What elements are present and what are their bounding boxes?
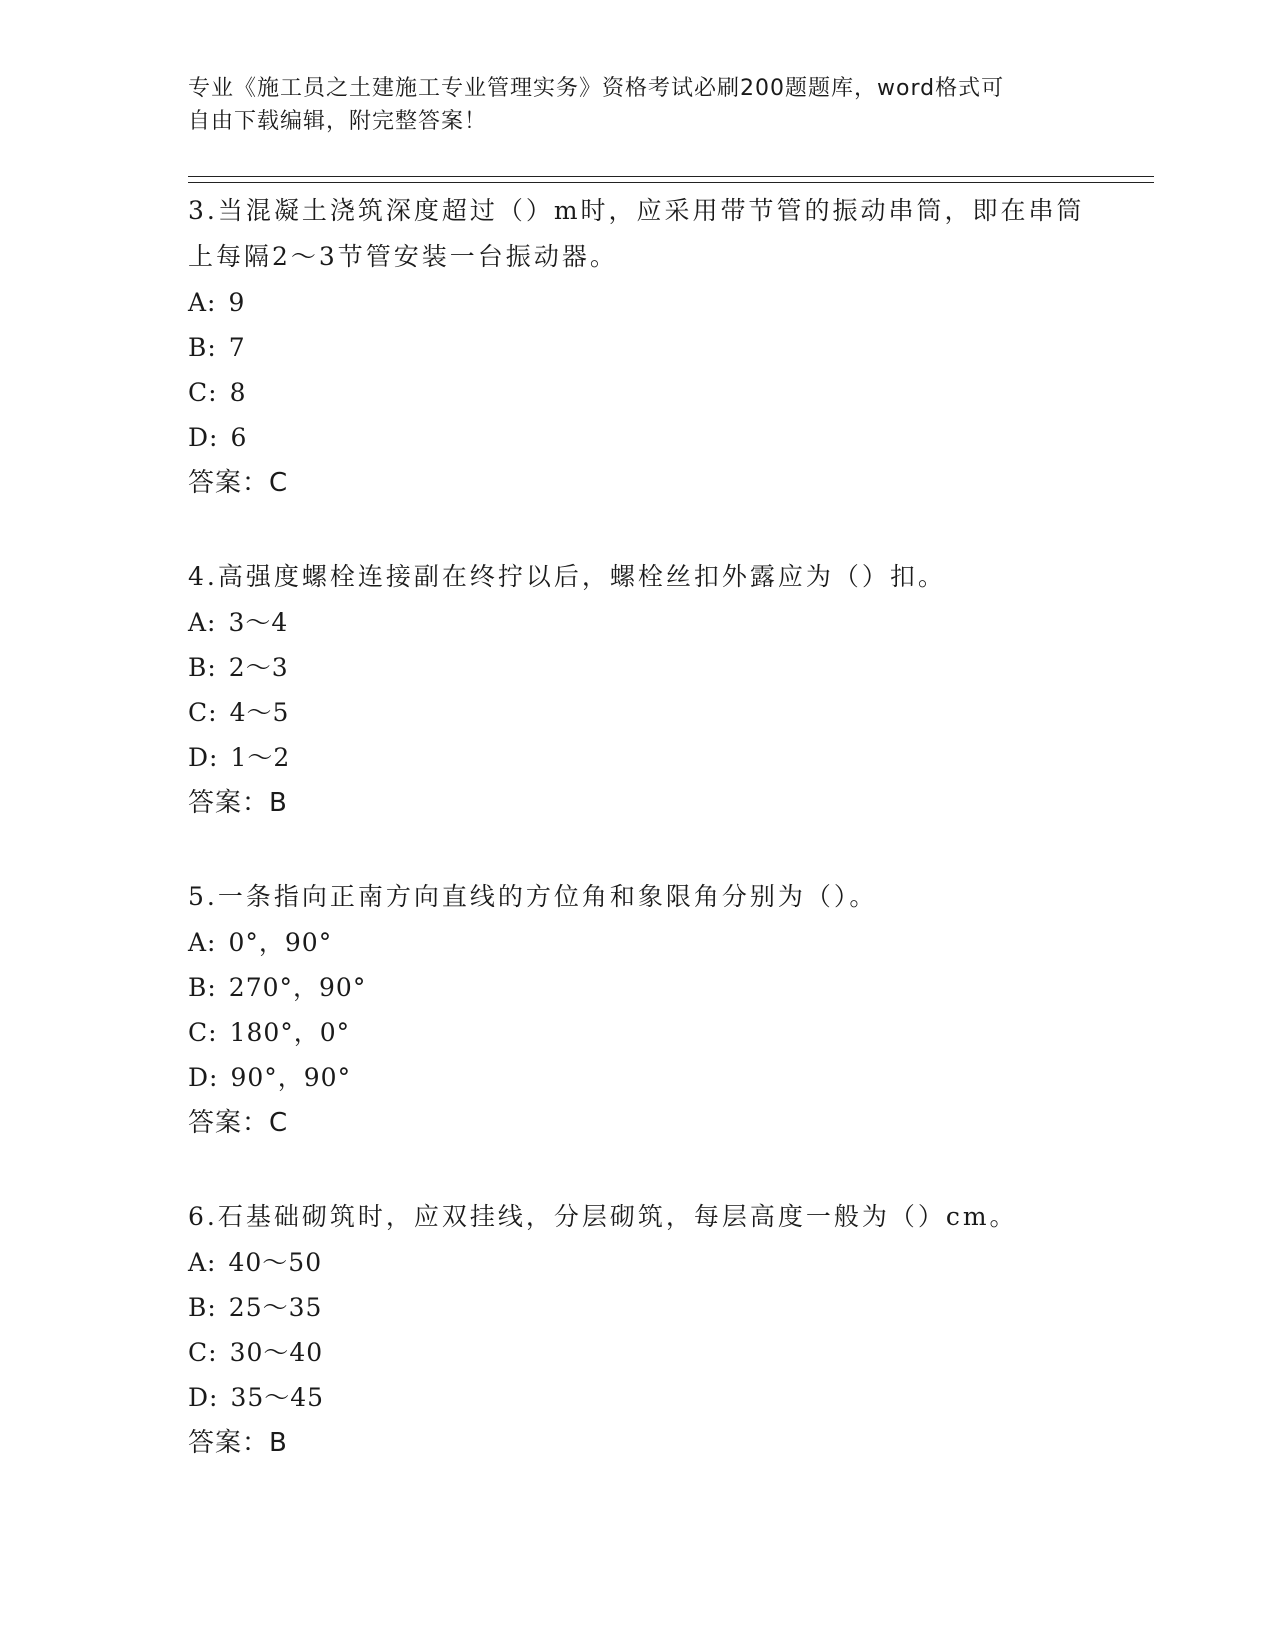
header-title-line-1: 专业《施工员之土建施工专业管理实务》资格考试必刷200题题库，word格式可 (188, 76, 1005, 101)
option-label: C: (188, 378, 218, 407)
option-label: C: (188, 1018, 218, 1047)
option-a (188, 600, 1088, 645)
option-d (188, 1055, 1088, 1100)
option-label: B: (188, 1293, 217, 1322)
option-label: C: (188, 1338, 218, 1367)
option-d (188, 1375, 1088, 1420)
option-text: 90°，90° (230, 1063, 352, 1092)
option-text: 3～4 (228, 608, 289, 637)
option-label: A: (188, 1248, 217, 1277)
option-a (188, 920, 1088, 965)
option-label: C: (188, 698, 218, 727)
question-stem: 5.一条指向正南方向直线的方位角和象限角分别为（）。 (188, 882, 878, 911)
question-6 (188, 1194, 1088, 1466)
header-divider-bottom (188, 182, 1154, 183)
option-text: 0°，90° (228, 928, 333, 957)
option-text: 8 (229, 378, 247, 407)
question-stem: 3.当混凝土浇筑深度超过（）m时，应采用带节管的振动串筒，即在串筒上每隔2～3节管安装一台振动器。 (188, 196, 1085, 271)
option-label: A: (188, 288, 217, 317)
option-text: 180°，0° (229, 1018, 351, 1047)
option-b (188, 325, 1088, 370)
option-text: 40～50 (228, 1248, 323, 1277)
option-c (188, 1010, 1088, 1055)
option-label: A: (188, 608, 217, 637)
option-label: B: (188, 973, 217, 1002)
option-d (188, 735, 1088, 780)
option-label: B: (188, 333, 217, 362)
option-text: 35～45 (230, 1383, 325, 1412)
option-b (188, 965, 1088, 1010)
option-text: 2～3 (228, 653, 289, 682)
option-label: D: (188, 1063, 219, 1092)
option-label: D: (188, 423, 219, 452)
option-text: 1～2 (230, 743, 291, 772)
question-stem: 4.高强度螺栓连接副在终拧以后，螺栓丝扣外露应为（）扣。 (188, 562, 946, 591)
option-a (188, 1240, 1088, 1285)
option-text: 4～5 (229, 698, 290, 727)
document-header (188, 72, 1068, 138)
question-stem: 6.石基础砌筑时，应双挂线，分层砌筑，每层高度一般为（）cm。 (188, 1202, 1018, 1231)
option-b (188, 645, 1088, 690)
option-d (188, 415, 1088, 460)
option-text: 25～35 (228, 1293, 323, 1322)
question-3 (188, 188, 1088, 506)
option-text: 30～40 (229, 1338, 324, 1367)
option-label: B: (188, 653, 217, 682)
option-text: 9 (228, 288, 246, 317)
option-label: D: (188, 743, 219, 772)
question-4 (188, 554, 1088, 826)
answer-line: 答案：B (188, 1428, 288, 1458)
option-c (188, 370, 1088, 415)
header-divider-top (188, 176, 1154, 177)
option-b (188, 1285, 1088, 1330)
option-c (188, 1330, 1088, 1375)
answer-line: 答案：C (188, 1108, 289, 1138)
answer-line: 答案：B (188, 788, 288, 818)
option-label: A: (188, 928, 217, 957)
answer-line: 答案：C (188, 468, 289, 498)
header-title-line-2: 自由下载编辑，附完整答案！ (188, 109, 488, 134)
option-text: 6 (230, 423, 248, 452)
question-5 (188, 874, 1088, 1146)
option-c (188, 690, 1088, 735)
option-text: 7 (228, 333, 246, 362)
option-a (188, 280, 1088, 325)
option-label: D: (188, 1383, 219, 1412)
option-text: 270°，90° (228, 973, 367, 1002)
